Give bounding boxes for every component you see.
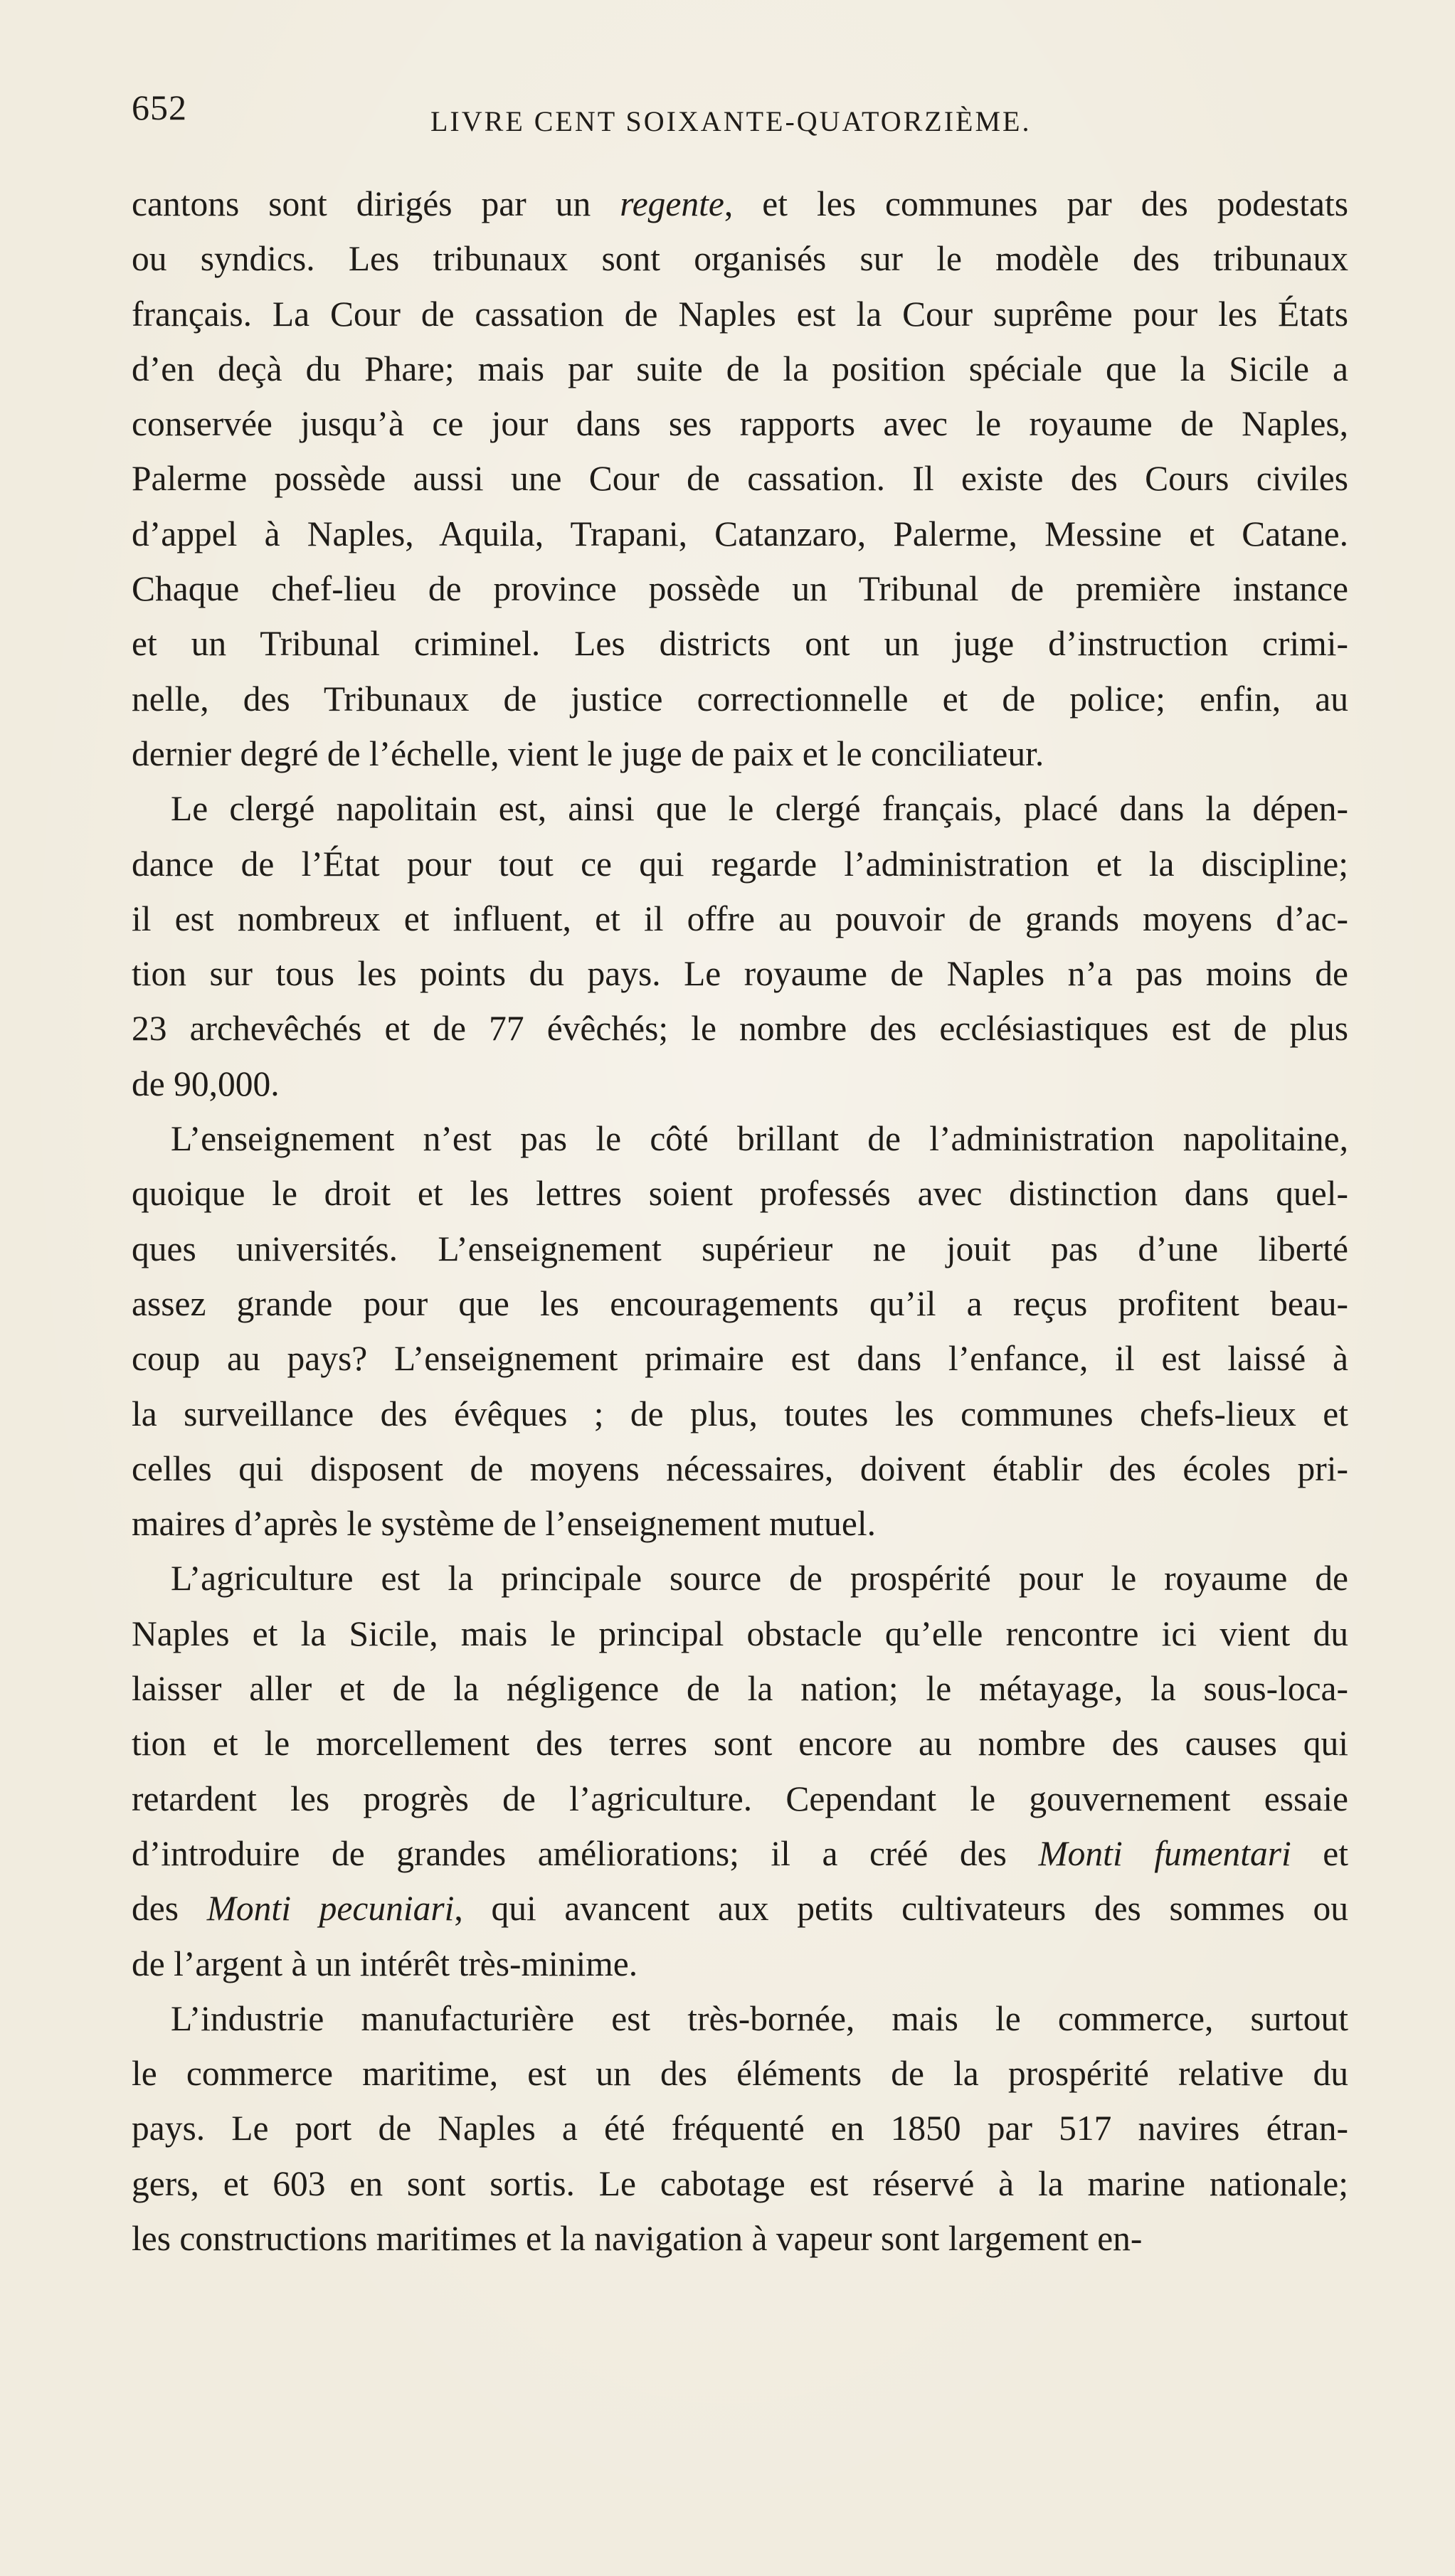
italic-text: Monti pecuniari — [206, 1889, 455, 1929]
text-segment: dance de l’État pour tout ce qui regarde l’administration et la discipline; — [132, 844, 1348, 884]
text-segment: laisser aller et de la négligence de la nation; le métayage, la sous-loca- — [132, 1669, 1348, 1709]
text-line — [132, 1606, 1348, 1661]
text-line — [132, 837, 1348, 891]
italic-text: Monti fumentari — [1038, 1833, 1291, 1873]
text-segment: L’enseignement n’est pas le côté brillant de l’administration napolitaine, — [171, 1119, 1348, 1159]
text-segment: les constructions maritimes et la navigation à vapeur sont largement en- — [132, 2218, 1143, 2258]
text-segment: coup au pays? L’enseignement primaire est dans l’enfance, il est laissé à — [132, 1339, 1348, 1379]
text-segment: de l’argent à un intérêt très-minime. — [132, 1944, 638, 1983]
text-segment: et un Tribunal criminel. Les districts ont un juge d’instruction crimi- — [132, 624, 1348, 664]
text-line — [132, 672, 1348, 726]
text-segment: , et les communes par des podestats — [724, 184, 1348, 223]
text-line — [132, 1276, 1348, 1331]
text-segment: la surveillance des évêques ; de plus, toutes les communes chefs-lieux et — [132, 1394, 1348, 1433]
text-line — [132, 231, 1348, 286]
text-line — [132, 451, 1348, 506]
text-segment: gers, et 603 en sont sortis. Le cabotage est réservé à la marine nationale; — [132, 2163, 1348, 2203]
text-segment: tion sur tous les points du pays. Le royaume de Naples n’a pas moins de — [132, 954, 1348, 994]
text-line — [132, 1991, 1348, 2046]
text-line — [132, 1221, 1348, 1276]
text-line — [132, 1001, 1348, 1056]
text-segment: Palerme possède aussi une Cour de cassation. Il existe des Cours civiles — [132, 459, 1348, 499]
text-segment: Le clergé napolitain est, ainsi que le clergé français, placé dans la dépen- — [171, 789, 1348, 829]
text-line — [132, 1387, 1348, 1441]
text-line — [132, 1331, 1348, 1386]
text-segment: , qui avancent aux petits cultivateurs des sommes ou — [454, 1889, 1348, 1929]
text-line — [132, 891, 1348, 946]
running-title: LIVRE CENT SOIXANTE-QUATORZIÈME. — [430, 105, 1032, 137]
page-header — [132, 88, 1348, 144]
paragraph — [132, 176, 1348, 781]
text-segment: pays. Le port de Naples a été fréquenté en 1850 par 517 navires étran- — [132, 2109, 1348, 2148]
text-segment: tion et le morcellement des terres sont encore au nombre des causes qui — [132, 1724, 1348, 1764]
text-segment: dernier degré de l’échelle, vient le juge de paix et le conciliateur. — [132, 733, 1044, 773]
text-line — [132, 1111, 1348, 1166]
italic-text: regente — [620, 184, 724, 223]
text-line — [132, 507, 1348, 561]
text-line — [132, 2046, 1348, 2101]
text-line — [132, 561, 1348, 616]
text-line — [132, 1826, 1348, 1881]
text-line — [132, 726, 1348, 781]
text-segment: quoique le droit et les lettres soient professés avec distinction dans quel- — [132, 1174, 1348, 1214]
text-segment: français. La Cour de cassation de Naples est la Cour suprême pour les États — [132, 294, 1348, 334]
text-line — [132, 1771, 1348, 1826]
text-segment: de 90,000. — [132, 1064, 280, 1103]
text-line — [132, 1881, 1348, 1936]
text-line — [132, 1056, 1348, 1111]
text-segment: maires d’après le système de l’enseignement mutuel. — [132, 1504, 877, 1544]
text-line — [132, 2211, 1348, 2266]
text-segment: des — [132, 1889, 207, 1929]
paragraph — [132, 1991, 1348, 2266]
text-segment: Chaque chef-lieu de province possède un Tribunal de première instance — [132, 569, 1348, 609]
text-line — [132, 946, 1348, 1001]
text-line — [132, 1661, 1348, 1716]
text-line — [132, 287, 1348, 341]
paragraph — [132, 781, 1348, 1111]
text-line — [132, 2156, 1348, 2211]
text-segment: retardent les progrès de l’agriculture. Cependant le gouvernement essaie — [132, 1779, 1348, 1818]
text-line — [132, 1496, 1348, 1551]
text-segment: ou syndics. Les tribunaux sont organisés sur le modèle des tribunaux — [132, 239, 1348, 279]
text-segment: Naples et la Sicile, mais le principal obstacle qu’elle rencontre ici vient du — [132, 1613, 1348, 1653]
text-line — [132, 1936, 1348, 1991]
text-segment: conservée jusqu’à ce jour dans ses rapports avec le royaume de Naples, — [132, 404, 1348, 444]
paragraph — [132, 1551, 1348, 1991]
text-line — [132, 616, 1348, 671]
text-segment: cantons sont dirigés par un — [132, 184, 620, 223]
text-segment: L’industrie manufacturière est très-bornée, mais le commerce, surtout — [171, 1998, 1348, 2038]
text-line — [132, 2101, 1348, 2156]
text-segment: et — [1291, 1833, 1348, 1873]
text-segment: celles qui disposent de moyens nécessaires, doivent établir des écoles pri- — [132, 1448, 1348, 1488]
text-line — [132, 176, 1348, 231]
text-segment: le commerce maritime, est un des éléments de la prospérité relative du — [132, 2054, 1348, 2094]
text-segment: nelle, des Tribunaux de justice correctionnelle et de police; enfin, au — [132, 679, 1348, 719]
paragraph — [132, 1111, 1348, 1551]
text-line — [132, 1166, 1348, 1221]
text-line — [132, 396, 1348, 451]
text-line — [132, 341, 1348, 396]
text-segment: L’agriculture est la principale source de prospérité pour le royaume de — [171, 1559, 1348, 1599]
text-line — [132, 1551, 1348, 1606]
text-segment: 23 archevêchés et de 77 évêchés; le nombre des ecclésiastiques est de plus — [132, 1009, 1348, 1049]
body-text — [132, 176, 1348, 2266]
text-segment: il est nombreux et influent, et il offre au pouvoir de grands moyens d’ac- — [132, 899, 1348, 938]
page-number: 652 — [132, 88, 187, 127]
text-segment: assez grande pour que les encouragements qu’il a reçus profitent beau- — [132, 1283, 1348, 1323]
text-segment: ques universités. L’enseignement supérieur ne jouit pas d’une liberté — [132, 1229, 1348, 1268]
text-segment: d’appel à Naples, Aquila, Trapani, Catanzaro, Palerme, Messine et Catane. — [132, 514, 1348, 553]
text-line — [132, 1441, 1348, 1496]
text-line — [132, 1716, 1348, 1771]
text-segment: d’introduire de grandes améliorations; il a créé des — [132, 1833, 1039, 1873]
text-segment: d’en deçà du Phare; mais par suite de la position spéciale que la Sicile a — [132, 349, 1348, 388]
text-line — [132, 781, 1348, 836]
